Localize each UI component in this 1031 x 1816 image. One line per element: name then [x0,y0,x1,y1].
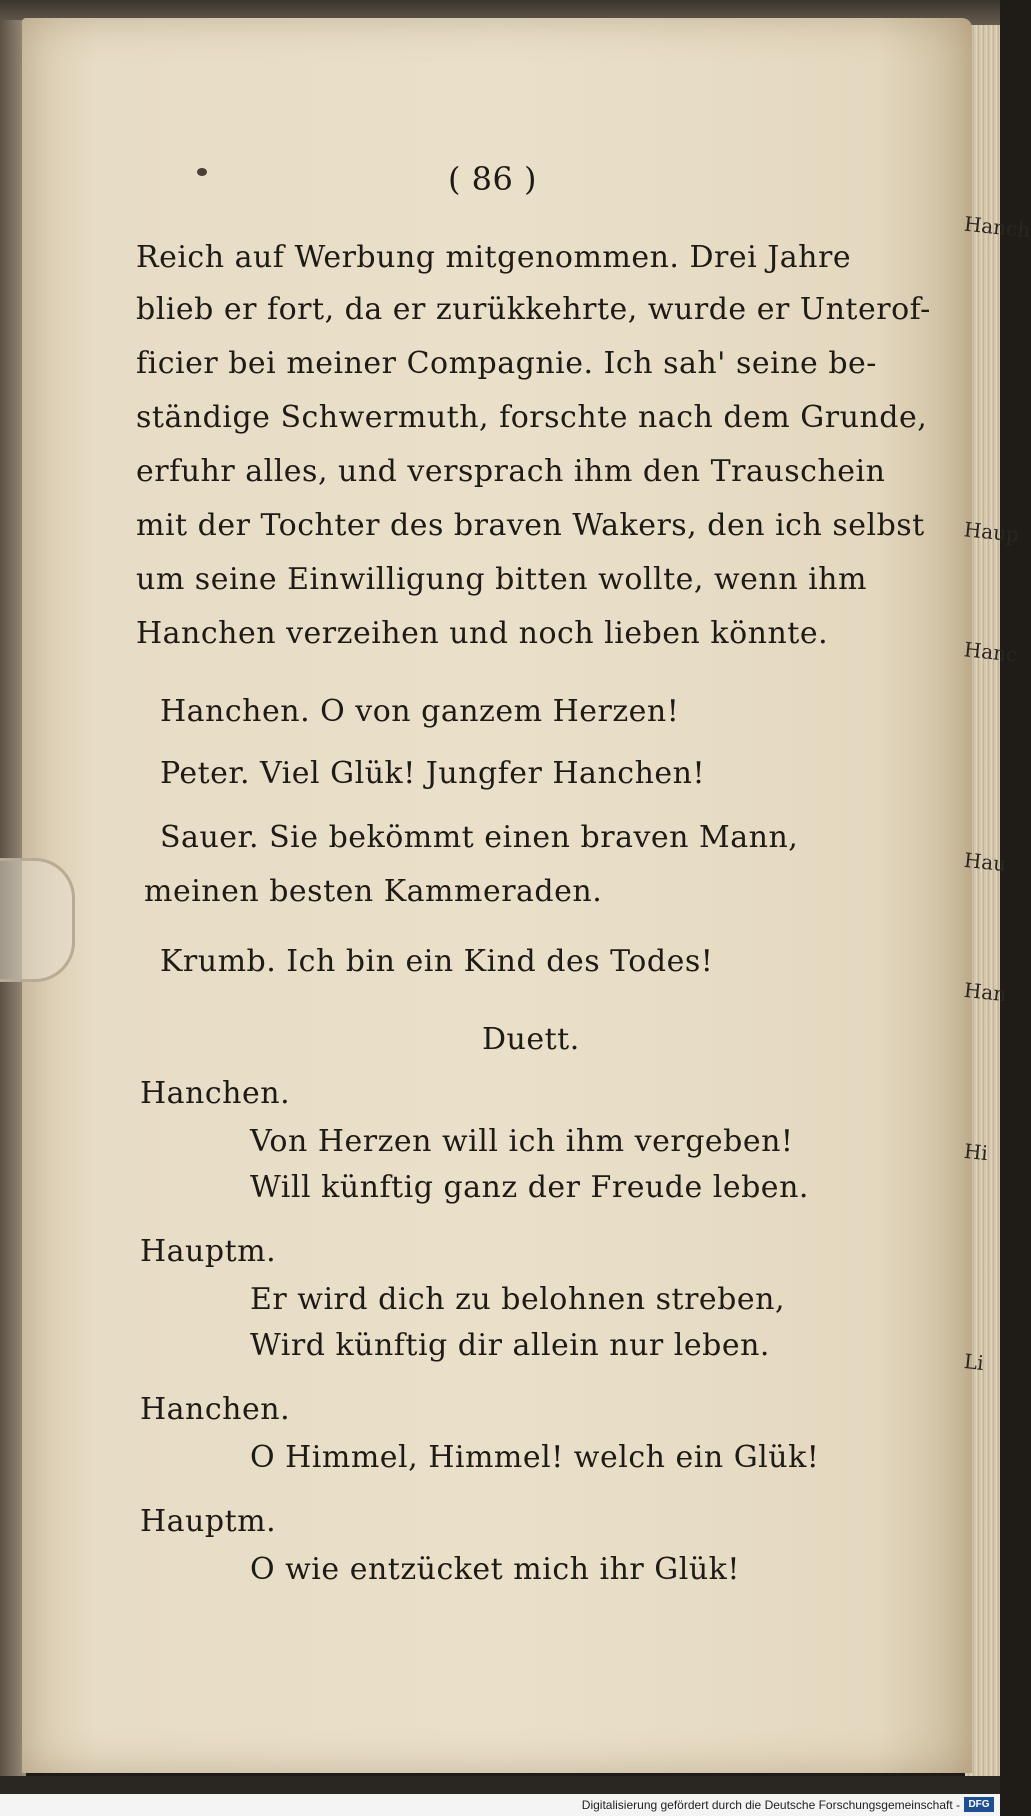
paragraph-line: erfuhr alles, und versprach ihm den Trauschein [136,454,886,489]
margin-fragment: Hanc [962,637,1019,667]
page-number: ( 86 ) [448,160,538,198]
speech-continuation: meinen besten Kammeraden. [144,874,603,909]
margin-fragment: Han [962,977,1008,1007]
margin-fragment: Hanch [962,211,1031,243]
duet-speaker: Hanchen. [140,1392,291,1427]
paragraph-line: ficier bei meiner Compagnie. Ich sah' seine be- [136,346,877,381]
speech-line: Krumb. Ich bin ein Kind des Todes! [160,944,714,979]
ink-spot [197,168,207,176]
duet-speaker: Hanchen. [140,1076,291,1111]
scan-bottom-edge [0,1776,1000,1794]
paragraph-line: mit der Tochter des braven Wakers, den ich selbst [136,508,925,543]
margin-fragment: Hi [962,1138,990,1166]
speech-line: Peter. Viel Glük! Jungfer Hanchen! [160,756,706,791]
paragraph-line: Reich auf Werbung mitgenommen. Drei Jahre [136,240,852,275]
next-page-margin [962,20,1031,1780]
margin-fragment: Haup [962,517,1021,547]
paragraph-line: um seine Einwilligung bitten wollte, wenn ihm [136,562,867,597]
verse-line: O wie entzücket mich ihr Glük! [250,1552,740,1587]
margin-fragment: Hau [962,847,1008,877]
verse-line: Von Herzen will ich ihm vergeben! [250,1124,794,1159]
verse-line: Will künftig ganz der Freude leben. [250,1170,809,1205]
margin-fragment: Li [962,1349,985,1375]
speech-line: Hanchen. O von ganzem Herzen! [160,694,680,729]
dfg-logo: DFG [964,1797,994,1812]
footer-credit: Digitalisierung gefördert durch die Deutsche Forschungsgemeinschaft - [581,1798,960,1812]
paragraph-line: Hanchen verzeihen und noch lieben könnte. [136,616,829,651]
duet-heading: Duett. [482,1022,580,1057]
speech-line: Sauer. Sie bekömmt einen braven Mann, [160,820,799,855]
footer-bar [0,1794,1000,1816]
verse-line: Wird künftig dir allein nur leben. [250,1328,770,1363]
paragraph-line: blieb er fort, da er zurükkehrte, wurde er Unterof- [136,292,931,327]
verse-line: O Himmel, Himmel! welch ein Glük! [250,1440,820,1475]
page-clip [0,858,75,982]
duet-speaker: Hauptm. [140,1504,277,1539]
paragraph-line: ständige Schwermuth, forschte nach dem Grunde, [136,400,928,435]
duet-speaker: Hauptm. [140,1234,277,1269]
verse-line: Er wird dich zu belohnen streben, [250,1282,785,1317]
